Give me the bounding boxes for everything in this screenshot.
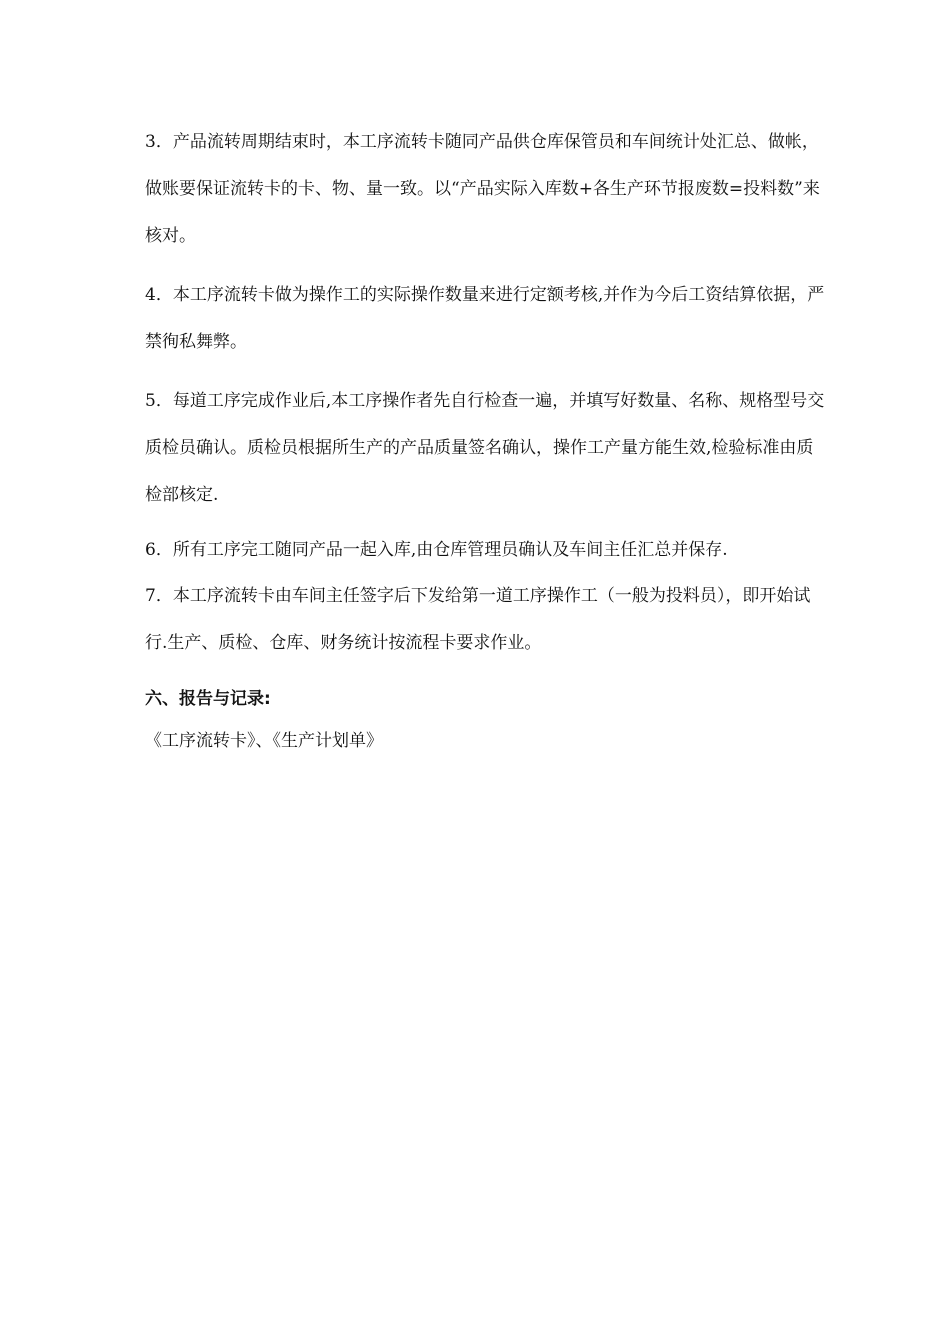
clause-3: 3．产品流转周期结束时，本工序流转卡随同产品供仓库保管员和车间统计处汇总、做帐，做账要保证流转卡的卡、物、量一致。以“产品实际入库数+各生产环节报废数=投料数”来核对。 bbox=[145, 132, 820, 246]
clause-6: 6．所有工序完工随同产品一起入库,由仓库管理员确认及车间主任汇总并保存. bbox=[145, 540, 728, 560]
clause-5: 5．每道工序完成作业后,本工序操作者先自行检查一遍，并填写好数量、名称、规格型号交质检员确认。质检员根据所生产的产品质量签名确认，操作工产量方能生效,检验标准由质检部核定. bbox=[145, 391, 825, 505]
records-list: 《工序流转卡》、《生产计划单》 bbox=[145, 731, 383, 751]
section-heading-reports: 六、报告与记录: bbox=[145, 689, 271, 709]
clause-7: 7．本工序流转卡由车间主任签字后下发给第一道工序操作工（一般为投料员），即开始试行.生产、质检、仓库、财务统计按流程卡要求作业。 bbox=[145, 586, 811, 653]
clause-4: 4．本工序流转卡做为操作工的实际操作数量来进行定额考核,并作为今后工资结算依据，严禁徇私舞弊。 bbox=[145, 285, 825, 352]
document-body bbox=[145, 119, 825, 759]
